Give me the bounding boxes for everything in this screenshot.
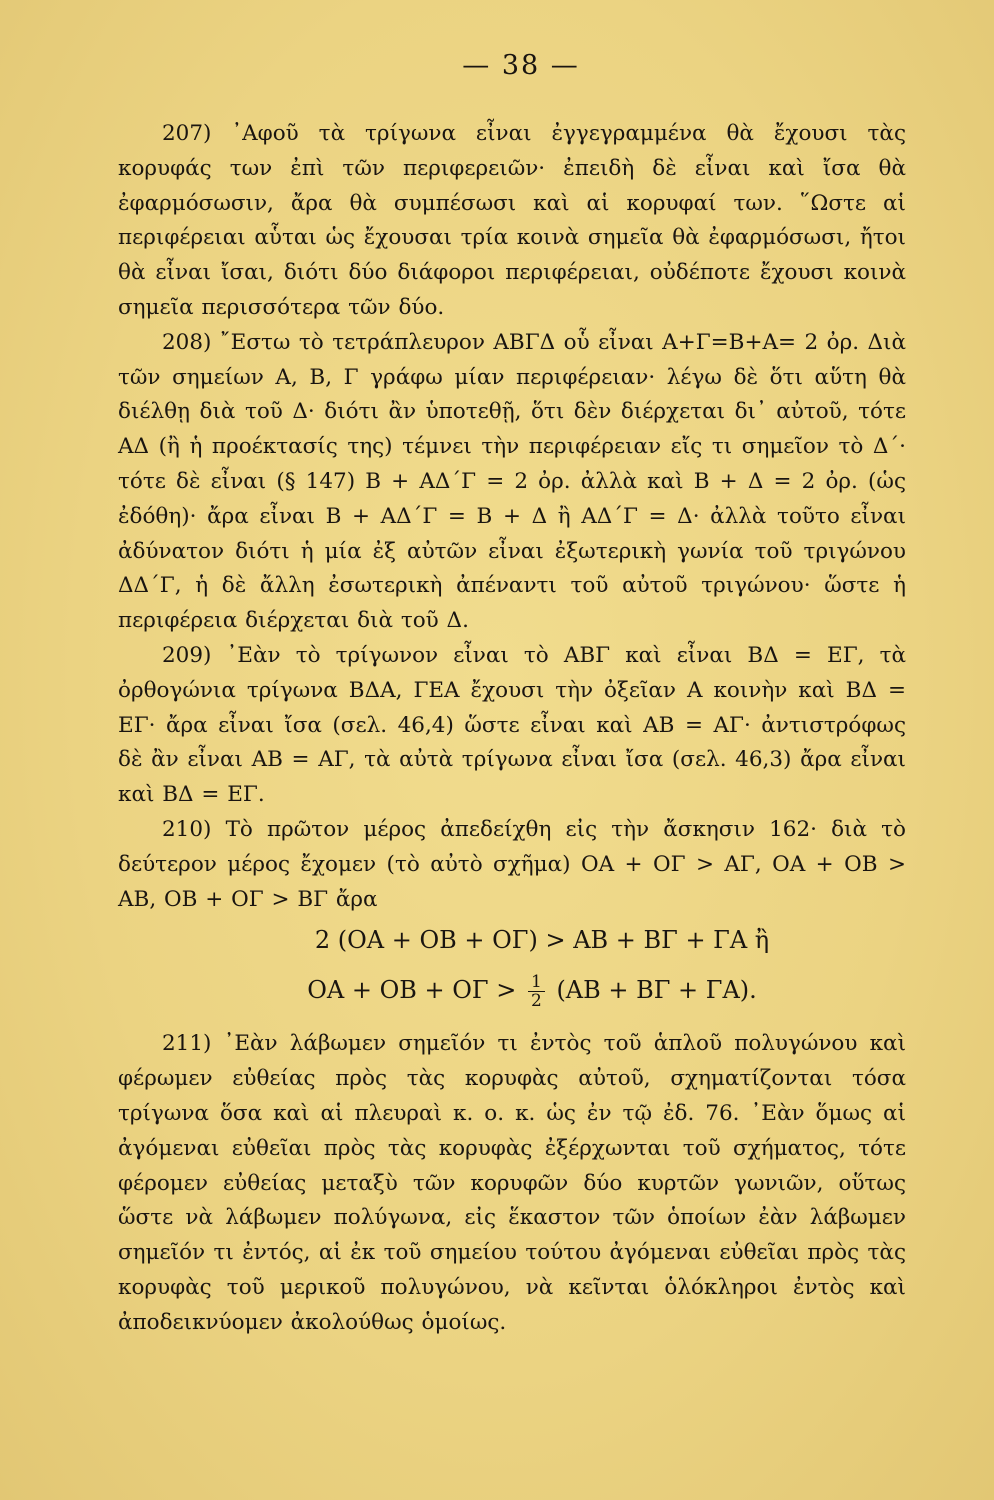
page-number: — 38 —: [462, 50, 580, 81]
fraction-denominator: 2: [530, 991, 542, 1012]
equation-right: (ΑΒ + ΒΓ + ΓΑ).: [556, 976, 757, 1005]
paragraph-210: 210) Τὸ πρῶτον μέρος ἀπεδείχθη εἰς τὴν ἄσκησιν 162· διὰ τὸ δεύτερον μέρος ἔχομεν (τὸ αὐτὸ σχῆμα) ΟΑ + ΟΓ > ΑΓ, ΟΑ + ΟΒ > ΑΒ, ΟΒ + ΟΓ > ΒΓ ἄρα: [118, 816, 906, 912]
paragraph-208: 208) ῎Εστω τὸ τετράπλευρον ΑΒΓΔ οὗ εἶναι Α+Γ=Β+Α= 2 ὀρ. Διὰ τῶν σημείων Α, Β, Γ γράφω μίαν περιφέρειαν· λέγω δὲ ὅτι αὕτη θὰ διέλθῃ διὰ τοῦ Δ· διότι ἂν ὑποτεθῇ, ὅτι δὲν διέρχεται δι᾿ αὐτοῦ, τότε ΑΔ (ἢ ἡ προέκτασίς της) τέμνει τὴν περιφέρειαν εἴς τι σημεῖον τὸ Δ΄· τότε δὲ εἶναι (§ 147) Β + ΑΔ΄Γ = 2 ὀρ. ἀλλὰ καὶ Β + Δ = 2 ὀρ. (ὡς ἐδόθη)· ἄρα εἶναι Β + ΑΔ΄Γ = Β + Δ ἢ ΑΔ΄Γ = Δ· ἀλλὰ τοῦτο εἶναι ἀδύνατον διότι ἡ μία ἐξ αὐτῶν εἶναι ἐξωτερικὴ γωνία τοῦ τριγώνου ΔΔ΄Γ, ἡ δὲ ἄλλη ἐσωτερικὴ ἀπέναντι τοῦ αὐτοῦ τριγώνου· ὥστε ἡ περιφέρεια διέρχεται διὰ τοῦ Δ.: [118, 329, 906, 634]
paragraph-207: 207) ᾿Αφοῦ τὰ τρίγωνα εἶναι ἐγγεγραμμένα θὰ ἔχουσι τὰς κορυφάς των ἐπὶ τῶν περιφερειῶν· ἐπειδὴ δὲ εἶναι καὶ ἴσα θὰ ἐφαρμόσωσιν, ἄρα θὰ συμπέσωσι καὶ αἱ κορυφαί των. ῞Ωστε αἱ περιφέρειαι αὗται ὡς ἔχουσαι τρία κοινὰ σημεῖα θὰ ἐφαρμόσωσι, ἤτοι θὰ εἶναι ἴσαι, διότι δύο διάφοροι περιφέρειαι, οὐδέποτε ἔχουσι κοινὰ σημεῖα περισσότερα τῶν δύο.: [118, 121, 906, 320]
equation-line-2: [118, 967, 906, 1013]
equation-left: ΟΑ + ΟΒ + ΟΓ >: [307, 976, 517, 1005]
fraction-one-half: [528, 973, 545, 1010]
paragraph-211: 211) ᾿Εὰν λάβωμεν σημεῖόν τι ἐντὸς τοῦ ἁπλοῦ πολυγώνου καὶ φέρωμεν εὐθείας πρὸς τὰς κορυφὰς αὐτοῦ, σχηματίζονται τόσα τρίγωνα ὅσα καὶ αἱ πλευραὶ κ. ο. κ. ὡς ἐν τῷ ἐδ. 76. ᾿Εὰν ὅμως αἱ ἀγόμεναι εὐθεῖαι πρὸς τὰς κορυφὰς ἐξέρχωνται τοῦ σχήματος, τότε φέρομεν εὐθείας μεταξὺ τῶν κορυφῶν δύο κυρτῶν γωνιῶν, οὕτως ὥστε νὰ λάβωμεν πολύγωνα, εἰς ἕκαστον τῶν ὁποίων ἐὰν λάβωμεν σημεῖόν τι ἐντός, αἱ ἐκ τοῦ σημείου τούτου ἀγόμεναι εὐθεῖαι πρὸς τὰς κορυφὰς τοῦ μερικοῦ πολυγώνου, νὰ κεῖνται ὁλόκληροι ἐντὸς καὶ ἀποδεικνύομεν ἀκολούθως ὁμοίως.: [118, 1031, 906, 1335]
equation-line-1: 2 (ΟΑ + ΟΒ + ΟΓ) > ΑΒ + ΒΓ + ΓΑ ἢ: [314, 926, 770, 955]
paragraph-209: 209) ᾿Εὰν τὸ τρίγωνον εἶναι τὸ ΑΒΓ καὶ εἶναι ΒΔ = ΕΓ, τὰ ὀρθογώνια τρίγωνα ΒΔΑ, ΓΕΑ ἔχουσι τὴν ὀξεῖαν Α κοινὴν καὶ ΒΔ = ΕΓ· ἄρα εἶναι ἴσα (σελ. 46,4) ὥστε εἶναι καὶ ΑΒ = ΑΓ· ἀντιστρόφως δὲ ἂν εἶναι ΑΒ = ΑΓ, τὰ αὐτὰ τρίγωνα εἶναι ἴσα (σελ. 46,3) ἄρα εἶναι καὶ ΒΔ = ΕΓ.: [118, 642, 906, 808]
fraction-numerator: 1: [528, 973, 545, 992]
